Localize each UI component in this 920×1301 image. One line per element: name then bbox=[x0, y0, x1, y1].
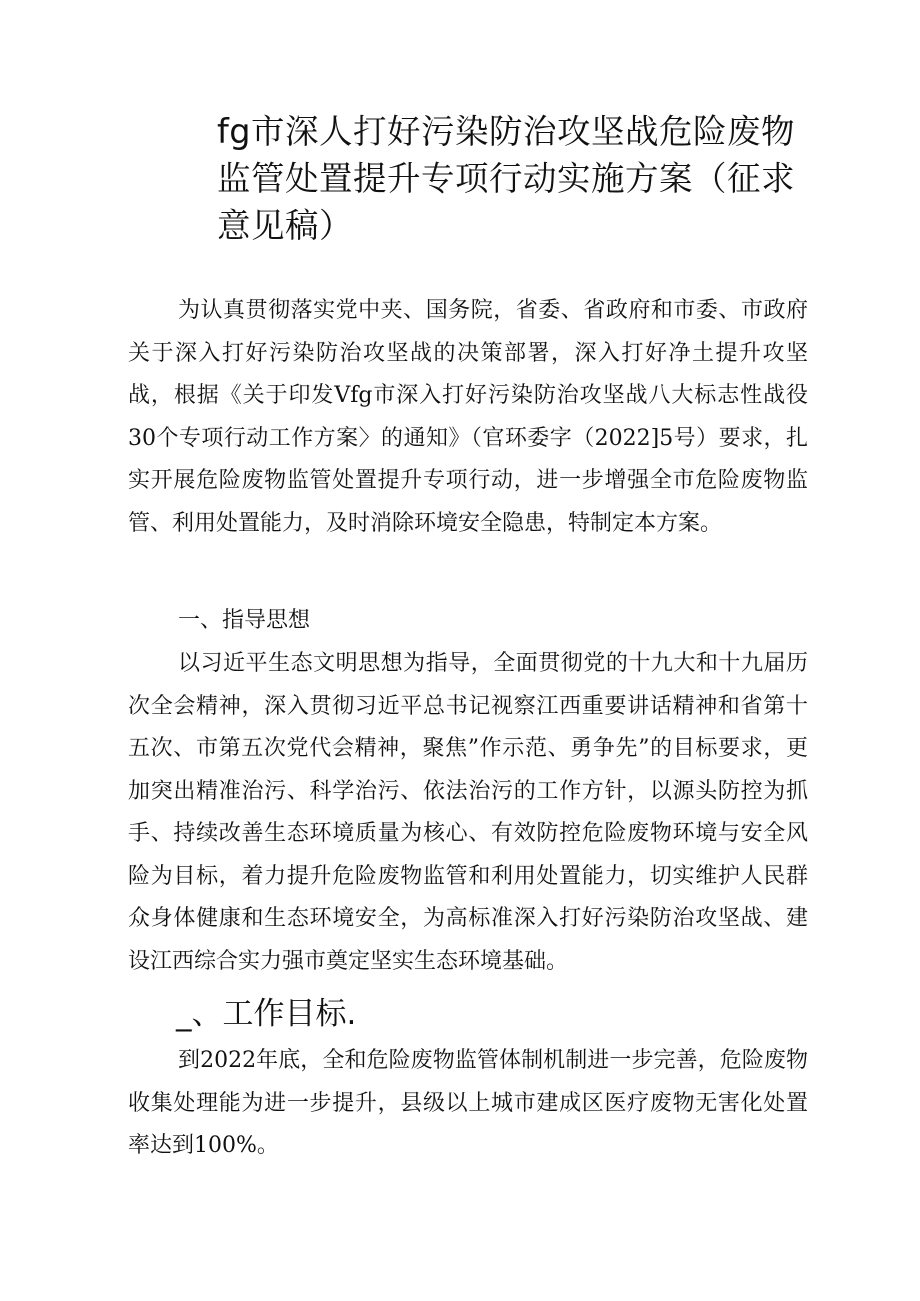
document-title: fg市深人打好污染防治攻坚战危险废物监管处置提升专项行动实施方案（征求意见稿） bbox=[217, 112, 796, 245]
work-goals-paragraph: 到2022年底，全和危险废物监管体制机制进一步完善，危险废物收集处理能为进一步提升，县级以上城市建成区医疗废物无害化处置率达到100%。 bbox=[128, 1048, 808, 1158]
section-heading-work-goals: _、工作目标. bbox=[176, 996, 357, 1032]
section-heading-guiding-ideology: 一、指导思想 bbox=[178, 608, 311, 633]
guiding-ideology-paragraph: 以习近平生态文明思想为指导，全面贯彻党的十九大和十九届历次全会精神，深入贯彻习近平总书记视察江西重要讲话精神和省第十五次、市第五次党代会精神，聚焦”作示范、勇争先”的目标要求，更加突出精准治污、科学治污、依法治污的工作方针，以源头防控为抓手、持续改善生态环境质量为核心、有效防控危险废物环境与安全风险为目标，着力提升危险废物监管和利用处置能力，切实维护人民群众身体健康和生态环境安全，为高标准深入打好污染防治攻坚战、建设江西综合实力强市奠定坚实生态环境基础。 bbox=[128, 651, 808, 974]
intro-paragraph: 为认真贯彻落实党中夹、国务院，省委、省政府和市委、市政府关于深入打好污染防治攻坚战的决策部署，深入打好净土提升攻坚战，根据《关于印发Vfg市深入打好污染防治攻坚战八大标志性战役30个专项行动工作方案〉的通知》（官环委字（2022]5号）要求，扎实开展危险废物监管处置提升专项行动，进一步增强全市危险废物监管、利用处置能力，及时消除环境安全隐患，特制定本方案。 bbox=[128, 298, 808, 536]
